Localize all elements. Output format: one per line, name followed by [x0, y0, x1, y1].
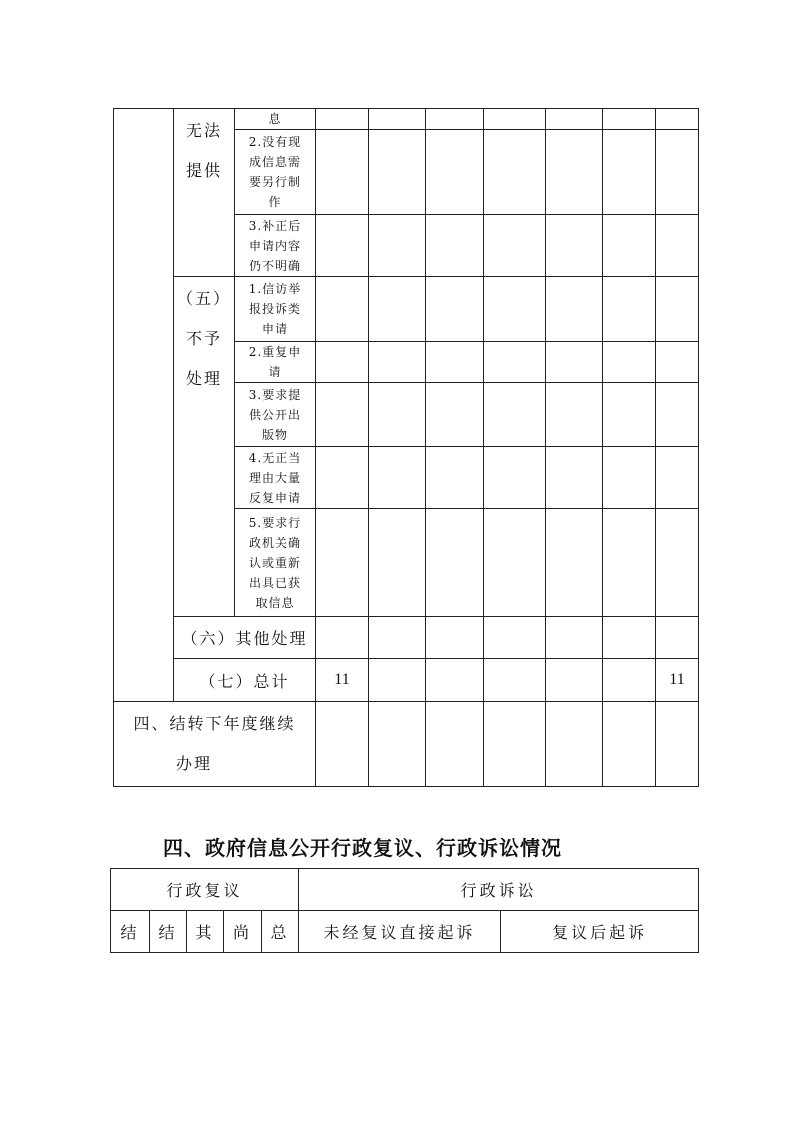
text-line: 政机关确 — [248, 535, 301, 550]
data-cell — [426, 702, 484, 787]
text-line: 出具已获 — [248, 575, 301, 590]
data-cell — [484, 447, 546, 509]
data-cell — [603, 130, 656, 215]
data-cell — [484, 702, 546, 787]
data-cell — [546, 215, 603, 277]
cell-value: 11 — [669, 671, 685, 688]
data-cell — [369, 277, 426, 342]
data-cell — [426, 342, 484, 383]
data-cell — [316, 447, 369, 509]
disposition-table — [113, 108, 699, 787]
review-col: 结 — [150, 911, 187, 953]
data-cell — [603, 109, 656, 130]
data-cell — [546, 617, 603, 659]
review-col: 结 — [111, 911, 150, 953]
text-line: 反复申请 — [248, 490, 301, 505]
text-line: 供公开出 — [248, 407, 301, 422]
data-cell — [603, 277, 656, 342]
data-cell — [656, 130, 699, 215]
data-cell — [546, 130, 603, 215]
data-cell — [316, 702, 369, 787]
review-col: 尚 — [224, 911, 262, 953]
data-cell — [603, 702, 656, 787]
group-noprocess — [174, 277, 235, 617]
data-cell — [426, 617, 484, 659]
text-line: 作 — [268, 195, 282, 209]
text-line: 取信息 — [255, 595, 295, 610]
header-direct-suit: 未经复议直接起诉 — [299, 911, 501, 953]
data-cell — [484, 659, 546, 702]
data-cell — [546, 509, 603, 617]
data-cell — [369, 130, 426, 215]
text-line: 办理 — [176, 754, 213, 773]
text-line: 理由大量 — [248, 470, 301, 485]
text-line: 认或重新 — [248, 555, 301, 570]
total-cell — [174, 659, 316, 702]
data-cell — [603, 447, 656, 509]
data-cell — [426, 383, 484, 447]
review-litigation-table — [110, 868, 699, 953]
data-cell — [369, 659, 426, 702]
data-cell — [656, 617, 699, 659]
text-line: 4.无正当 — [248, 450, 302, 465]
data-cell — [426, 277, 484, 342]
data-cell — [484, 130, 546, 215]
data-cell — [603, 342, 656, 383]
data-cell — [484, 342, 546, 383]
data-cell — [316, 215, 369, 277]
data-cell — [369, 342, 426, 383]
total-label: （七）总计 — [199, 671, 290, 691]
table-row — [114, 109, 699, 130]
item-label — [235, 215, 316, 277]
data-cell — [603, 383, 656, 447]
data-cell — [656, 109, 699, 130]
text-line: 息 — [268, 112, 282, 126]
data-cell — [316, 659, 369, 702]
item-label — [235, 342, 316, 383]
data-cell — [603, 215, 656, 277]
data-cell — [426, 215, 484, 277]
review-col: 总 — [262, 911, 299, 953]
data-cell — [603, 617, 656, 659]
text-line: 申请 — [261, 322, 288, 336]
data-cell — [426, 659, 484, 702]
other-cell — [174, 617, 316, 659]
data-cell — [369, 109, 426, 130]
data-cell — [546, 342, 603, 383]
data-cell — [546, 383, 603, 447]
data-cell — [426, 109, 484, 130]
data-cell — [316, 277, 369, 342]
text-line: 2.重复申 — [248, 345, 302, 359]
header-review: 行政复议 — [111, 869, 299, 911]
text-line: 5.要求行 — [248, 515, 302, 530]
text-line: 3.要求提 — [248, 387, 302, 402]
text-line: 成信息需 — [248, 155, 301, 169]
data-cell — [656, 509, 699, 617]
text-line: 要另行制 — [248, 175, 301, 189]
data-cell — [426, 509, 484, 617]
table-row — [114, 617, 699, 659]
data-cell — [369, 383, 426, 447]
text-line: （五） — [176, 289, 231, 308]
table-row — [114, 659, 699, 702]
data-cell — [316, 509, 369, 617]
data-cell — [369, 447, 426, 509]
text-line: 不予 — [185, 329, 222, 348]
text-line: 仍不明确 — [248, 258, 301, 273]
data-cell — [484, 383, 546, 447]
data-cell — [369, 509, 426, 617]
item-label — [235, 130, 316, 215]
data-cell — [316, 383, 369, 447]
cell-value: 11 — [334, 671, 350, 688]
data-cell — [656, 215, 699, 277]
carry-over-cell — [114, 702, 316, 787]
data-cell — [316, 109, 369, 130]
text-line: 2.没有现 — [248, 135, 302, 149]
text-line: 报投诉类 — [248, 302, 301, 316]
text-line: 3.补正后 — [248, 218, 302, 233]
text-line: 四、结转下年度继续 — [133, 714, 296, 733]
data-cell — [426, 447, 484, 509]
data-cell — [656, 447, 699, 509]
data-cell — [656, 342, 699, 383]
data-cell — [546, 109, 603, 130]
text-line: 1.信访举 — [248, 282, 302, 296]
item-label — [235, 383, 316, 447]
group-unable-label: 无法提供 — [185, 121, 222, 180]
data-cell — [484, 215, 546, 277]
table-row — [114, 702, 699, 787]
data-cell — [656, 659, 699, 702]
group-unable — [174, 109, 235, 277]
data-cell — [546, 702, 603, 787]
data-cell — [369, 215, 426, 277]
header-litigation: 行政诉讼 — [299, 869, 699, 911]
data-cell — [484, 617, 546, 659]
section-title: 四、政府信息公开行政复议、行政诉讼情况 — [163, 836, 562, 860]
table-row — [114, 277, 699, 342]
other-label: （六）其他处理 — [181, 629, 308, 648]
data-cell — [656, 277, 699, 342]
data-cell — [369, 702, 426, 787]
item-label — [235, 509, 316, 617]
data-cell — [426, 130, 484, 215]
data-cell — [546, 447, 603, 509]
data-cell — [316, 342, 369, 383]
text-line: 版物 — [261, 427, 288, 442]
data-cell — [546, 277, 603, 342]
data-cell — [603, 659, 656, 702]
data-cell — [656, 702, 699, 787]
data-cell — [603, 509, 656, 617]
text-line: 申请内容 — [248, 238, 301, 253]
header-after-review-suit: 复议后起诉 — [501, 911, 699, 953]
text-line: 请 — [268, 365, 282, 379]
data-cell — [484, 277, 546, 342]
blank-group-cell — [114, 109, 174, 702]
review-col: 其 — [187, 911, 224, 953]
data-cell — [484, 509, 546, 617]
data-cell — [316, 617, 369, 659]
text-line: 处理 — [185, 369, 222, 388]
data-cell — [656, 383, 699, 447]
data-cell — [484, 109, 546, 130]
item-label — [235, 447, 316, 509]
item-label — [235, 109, 316, 130]
data-cell — [546, 659, 603, 702]
data-cell — [316, 130, 369, 215]
item-label — [235, 277, 316, 342]
data-cell — [369, 617, 426, 659]
